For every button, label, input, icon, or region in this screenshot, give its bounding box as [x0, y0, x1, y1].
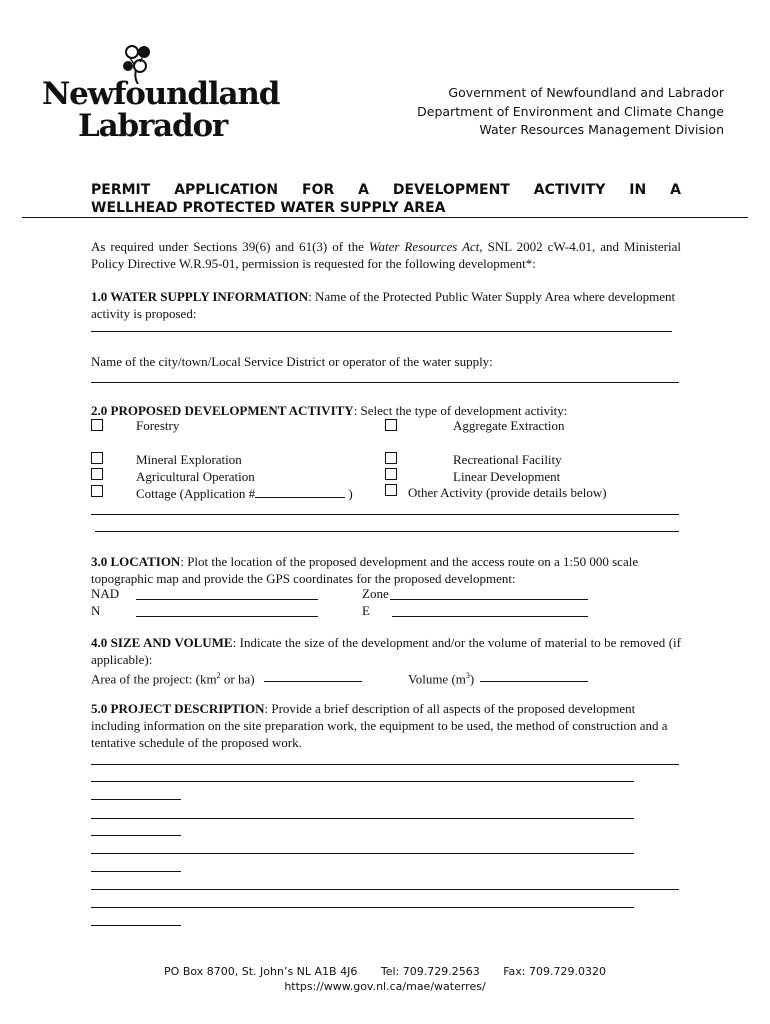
- aggregate-extraction-label: Aggregate Extraction: [453, 418, 565, 433]
- activity-details-line-2[interactable]: [95, 531, 679, 532]
- page-footer: [0, 964, 770, 994]
- intro-text: As required under Sections 39(6) and 61(3) of the: [91, 239, 369, 254]
- title-word: FOR: [302, 182, 335, 198]
- title-word: ACTIVITY: [533, 182, 606, 198]
- operator-name-field[interactable]: [91, 382, 679, 383]
- mineral-exploration-label: Mineral Exploration: [136, 452, 242, 467]
- other-activity-checkbox[interactable]: [385, 484, 397, 496]
- section-5-text: : Provide a brief description of all aspects of the proposed development including information on the site preparation work, the equipment to be used, the method of construction and a tentative schedule of the proposed work.: [91, 701, 668, 750]
- aggregate-extraction-checkbox[interactable]: [385, 419, 397, 431]
- footer-address: PO Box 8700, St. John’s NL A1B 4J6: [164, 965, 358, 978]
- linear-development-label: Linear Development: [453, 469, 561, 484]
- section-development-activity: [91, 402, 681, 419]
- org-line-department: Department of Environment and Climate Change: [417, 103, 724, 119]
- other-activity-label: Other Activity (provide details below): [408, 485, 607, 500]
- act-name: Water Resources Act: [368, 239, 480, 254]
- recreational-facility-label: Recreational Facility: [453, 452, 562, 467]
- description-line[interactable]: [91, 835, 181, 836]
- title-word: DEVELOPMENT: [392, 182, 510, 198]
- form-title: [91, 181, 681, 217]
- title-word: A: [670, 182, 681, 198]
- description-line[interactable]: [91, 871, 181, 872]
- nad-label: NAD: [91, 586, 120, 601]
- description-line[interactable]: [91, 764, 679, 765]
- forestry-label: Forestry: [136, 418, 180, 433]
- mineral-exploration-checkbox[interactable]: [91, 452, 103, 464]
- e-label: E: [362, 603, 370, 618]
- volume-field[interactable]: [480, 681, 588, 682]
- section-1-heading: 1.0 WATER SUPPLY INFORMATION: [91, 289, 309, 304]
- volume-label-text: Volume (m: [408, 671, 466, 687]
- footer-contact: [0, 964, 770, 979]
- footer-tel: Tel: 709.729.2563: [380, 965, 480, 978]
- cottage-application-number-field[interactable]: [255, 485, 345, 498]
- area-label-tail: or ha): [220, 671, 255, 687]
- cottage-label: Cottage (Application #: [136, 486, 256, 501]
- linear-development-checkbox[interactable]: [385, 468, 397, 480]
- section-5-heading: 5.0 PROJECT DESCRIPTION: [91, 701, 265, 716]
- volume-label-tail: ): [469, 671, 475, 687]
- area-label: [91, 668, 255, 687]
- org-line-government: Government of Newfoundland and Labrador: [448, 85, 724, 100]
- section-3-heading: 3.0 LOCATION: [91, 554, 181, 569]
- forestry-checkbox[interactable]: [91, 419, 103, 431]
- description-line[interactable]: [91, 799, 181, 800]
- cottage-checkbox[interactable]: [91, 485, 103, 497]
- logo-wordmark-line1: Newfoundland: [42, 76, 280, 112]
- section-location: [91, 553, 681, 587]
- description-line[interactable]: [91, 925, 181, 926]
- agricultural-operation-label: Agricultural Operation: [136, 469, 255, 484]
- zone-label: Zone: [362, 586, 389, 601]
- activity-details-line-1[interactable]: [91, 514, 679, 515]
- section-2-heading: 2.0 PROPOSED DEVELOPMENT ACTIVITY: [91, 403, 354, 418]
- title-word: PERMIT: [91, 182, 151, 198]
- volume-superscript: 3: [465, 671, 470, 680]
- title-word: IN: [629, 182, 647, 198]
- description-line[interactable]: [91, 853, 634, 854]
- n-label: N: [91, 603, 101, 618]
- operator-label: Name of the city/town/Local Service District or operator of the water supply:: [91, 354, 493, 369]
- volume-label: [408, 668, 474, 687]
- title-divider: [22, 217, 748, 218]
- title-line2: WELLHEAD PROTECTED WATER SUPPLY AREA: [91, 200, 446, 216]
- intro-text-continued: , SNL 2002 cW-4.01, and Ministerial Policy Directive W.R.95-01, permission is requested for the following development*:: [91, 239, 681, 271]
- title-line1: [91, 181, 681, 199]
- northing-field[interactable]: [136, 616, 318, 617]
- header-organization: [417, 84, 724, 140]
- intro-paragraph: [91, 238, 681, 272]
- project-area-field[interactable]: [264, 681, 362, 682]
- easting-field[interactable]: [392, 616, 588, 617]
- water-supply-area-field[interactable]: [91, 331, 672, 332]
- description-line[interactable]: [91, 781, 634, 782]
- agricultural-operation-checkbox[interactable]: [91, 468, 103, 480]
- org-line-division: Water Resources Management Division: [479, 122, 724, 137]
- recreational-facility-checkbox[interactable]: [385, 452, 397, 464]
- section-1-text: : Name of the Protected Public Water Supply Area where development activity is proposed:: [91, 289, 676, 321]
- nad-field[interactable]: [136, 599, 318, 600]
- description-line[interactable]: [91, 818, 634, 819]
- cottage-option: [136, 485, 353, 502]
- section-2-text: : Select the type of development activity:: [353, 403, 568, 418]
- section-water-supply: [91, 288, 681, 322]
- area-superscript: 2: [216, 671, 221, 680]
- section-4-text: : Indicate the size of the development and/or the volume of material to be removed (if applicable):: [91, 635, 681, 667]
- section-size-volume: [91, 634, 681, 668]
- footer-url[interactable]: https://www.gov.nl.ca/mae/waterres/: [284, 980, 486, 993]
- newfoundland-labrador-logo: [42, 44, 280, 144]
- zone-field[interactable]: [390, 599, 588, 600]
- cottage-label-close: ): [345, 486, 353, 501]
- title-word: APPLICATION: [174, 182, 279, 198]
- area-label-text: Area of the project: (km: [91, 671, 217, 687]
- description-line[interactable]: [91, 889, 679, 890]
- section-3-text: : Plot the location of the proposed development and the access route on a 1:50 000 scale topographic map and provide the GPS coordinates for the proposed development:: [91, 554, 639, 586]
- section-4-heading: 4.0 SIZE AND VOLUME: [91, 635, 233, 650]
- logo-wordmark-line2: Labrador: [78, 108, 228, 144]
- description-line[interactable]: [91, 907, 634, 908]
- footer-fax: Fax: 709.729.0320: [503, 965, 606, 978]
- section-project-description: [91, 700, 681, 751]
- title-word: A: [358, 182, 369, 198]
